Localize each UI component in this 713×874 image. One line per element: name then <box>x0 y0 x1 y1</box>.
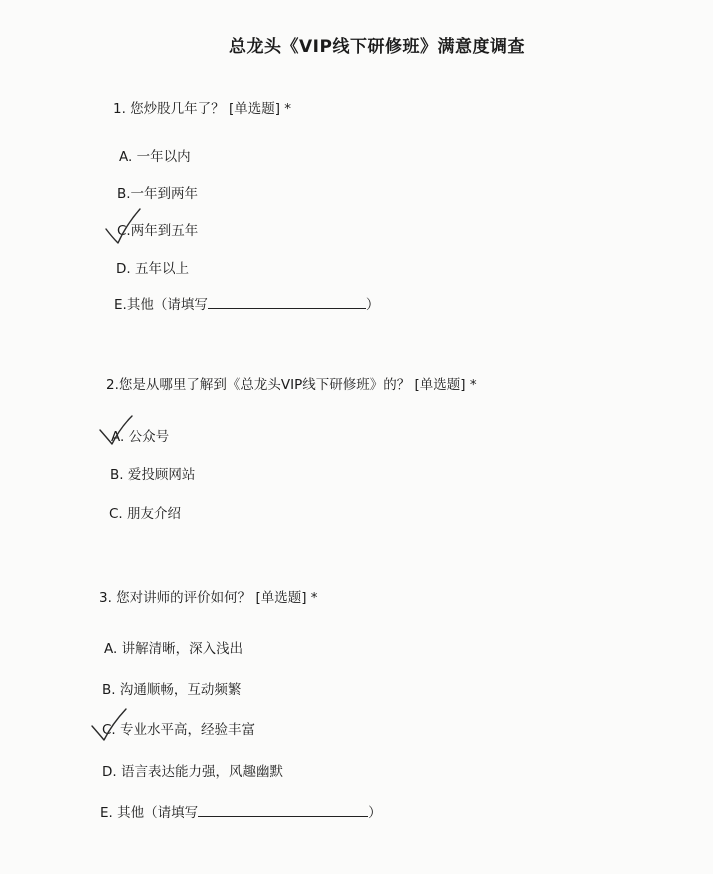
question-3-label: 3. 您对讲师的评价如何？ [单选题] * <box>99 590 318 606</box>
q1-option-d[interactable]: D. 五年以上 <box>116 261 189 277</box>
q3-fill-in-blank[interactable] <box>198 804 368 817</box>
q1-option-e[interactable] <box>114 293 379 313</box>
survey-title: 总龙头《VIP线下研修班》满意度调查 <box>229 37 525 57</box>
q3-option-b[interactable]: B. 沟通顺畅，互动频繁 <box>102 682 242 698</box>
q3-option-a[interactable]: A. 讲解清晰，深入浅出 <box>104 641 244 657</box>
q2-checkmark-icon <box>98 414 138 448</box>
q2-option-c[interactable]: C. 朋友介绍 <box>109 506 182 522</box>
q3-checkmark-icon <box>90 706 130 744</box>
question-1-label: 1. 您炒股几年了？ [单选题] * <box>113 101 292 117</box>
q1-option-b[interactable]: B.一年到两年 <box>117 186 199 202</box>
q1-option-a[interactable]: A. 一年以内 <box>119 149 191 165</box>
q2-option-b[interactable]: B. 爱投顾网站 <box>110 467 196 483</box>
q1-option-c[interactable]: C.两年到五年 <box>117 223 199 239</box>
q3-option-e-label: E. 其他（请填写 <box>100 805 199 821</box>
q3-option-c[interactable]: C. 专业水平高，经验丰富 <box>102 722 256 738</box>
q1-option-e-label: E.其他（请填写 <box>114 297 208 313</box>
q3-option-e[interactable] <box>100 801 382 821</box>
q1-checkmark-icon <box>104 207 144 245</box>
q1-fill-in-blank[interactable] <box>208 296 366 309</box>
q3-option-d[interactable]: D. 语言表达能力强，风趣幽默 <box>102 764 283 780</box>
question-2-label: 2.您是从哪里了解到《总龙头VIP线下研修班》的？ [单选题] * <box>106 377 477 393</box>
q1-close-paren: ） <box>365 297 380 313</box>
q2-option-a[interactable]: A. 公众号 <box>111 429 170 445</box>
q3-close-paren: ） <box>368 805 382 821</box>
